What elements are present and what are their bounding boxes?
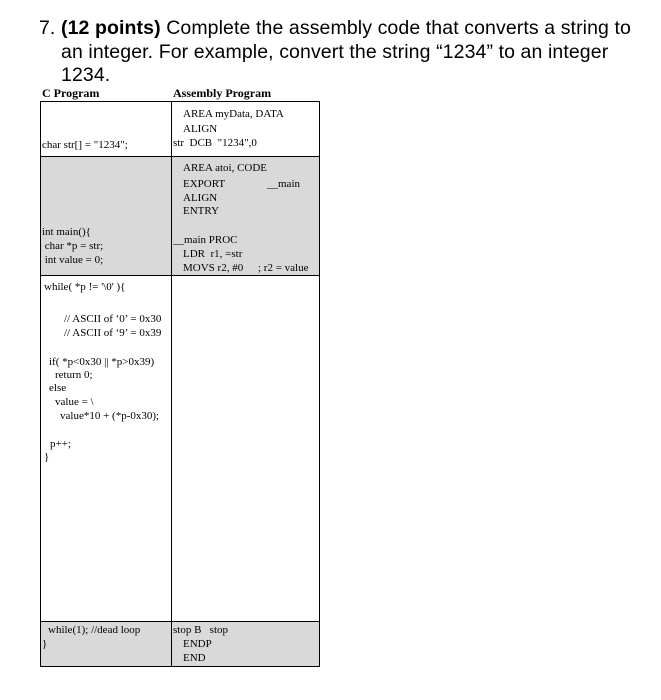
asm-line: str DCB "1234",0 (173, 137, 257, 149)
asm-line: ENTRY (183, 205, 220, 217)
c-line: value*10 + (*p-0x30); (60, 410, 160, 422)
row-divider (41, 156, 319, 157)
asm-cell-data (172, 102, 319, 156)
question-points: (12 points) (61, 17, 161, 39)
asm-line: ALIGN (183, 192, 218, 204)
asm-line: ENDP (183, 638, 212, 650)
asm-line: stop B stop (173, 624, 229, 636)
c-cell-data (41, 102, 171, 156)
c-line: value = \ (55, 396, 94, 408)
assembly-program-header: Assembly Program (173, 86, 272, 100)
asm-line: ALIGN (183, 123, 218, 135)
question-body: Complete the assembly code that converts a string to an integer. For example, convert the string “1234” to an integer 1234. (61, 17, 631, 86)
c-line: // ASCII of ‘9’ = 0x39 (64, 327, 162, 339)
question-text (61, 17, 653, 88)
asm-cell-end (172, 622, 319, 666)
asm-line: __main (267, 178, 300, 190)
c-line: else (49, 382, 67, 394)
c-line: // ASCII of ‘0’ = 0x30 (64, 313, 162, 325)
c-program-header: C Program (42, 86, 100, 100)
c-line: } (44, 451, 50, 463)
row-divider (41, 275, 319, 276)
question-number: 7. (39, 17, 56, 39)
c-line: char *p = str; (42, 240, 104, 252)
c-cell-main (41, 157, 171, 275)
asm-line: AREA myData, DATA (183, 108, 284, 120)
c-cell-loop (41, 276, 171, 621)
c-line: while(1); //dead loop (48, 624, 141, 636)
c-line: } (42, 638, 48, 650)
asm-cell-loop-blank[interactable] (172, 276, 319, 621)
asm-line: AREA atoi, CODE (183, 162, 268, 174)
asm-line: EXPORT (183, 178, 226, 190)
row-divider (41, 621, 319, 622)
c-line: while( *p != '\0' ){ (44, 281, 126, 293)
asm-line: MOVS r2, #0 (183, 262, 244, 274)
c-line: return 0; (55, 369, 93, 381)
asm-line: END (183, 652, 206, 664)
asm-line: __main PROC (173, 234, 238, 246)
c-line: int value = 0; (42, 254, 104, 266)
code-table (40, 101, 320, 667)
c-line: p++; (50, 438, 71, 450)
c-line: int main(){ (42, 226, 91, 238)
c-line: if( *p<0x30 || *p>0x39) (49, 356, 155, 368)
asm-cell-main (172, 157, 319, 275)
c-cell-end (41, 622, 171, 666)
asm-line: LDR r1, =str (183, 248, 243, 260)
column-divider (171, 102, 172, 666)
asm-line: ; r2 = value (258, 262, 309, 274)
c-line: char str[] = "1234"; (42, 139, 128, 151)
